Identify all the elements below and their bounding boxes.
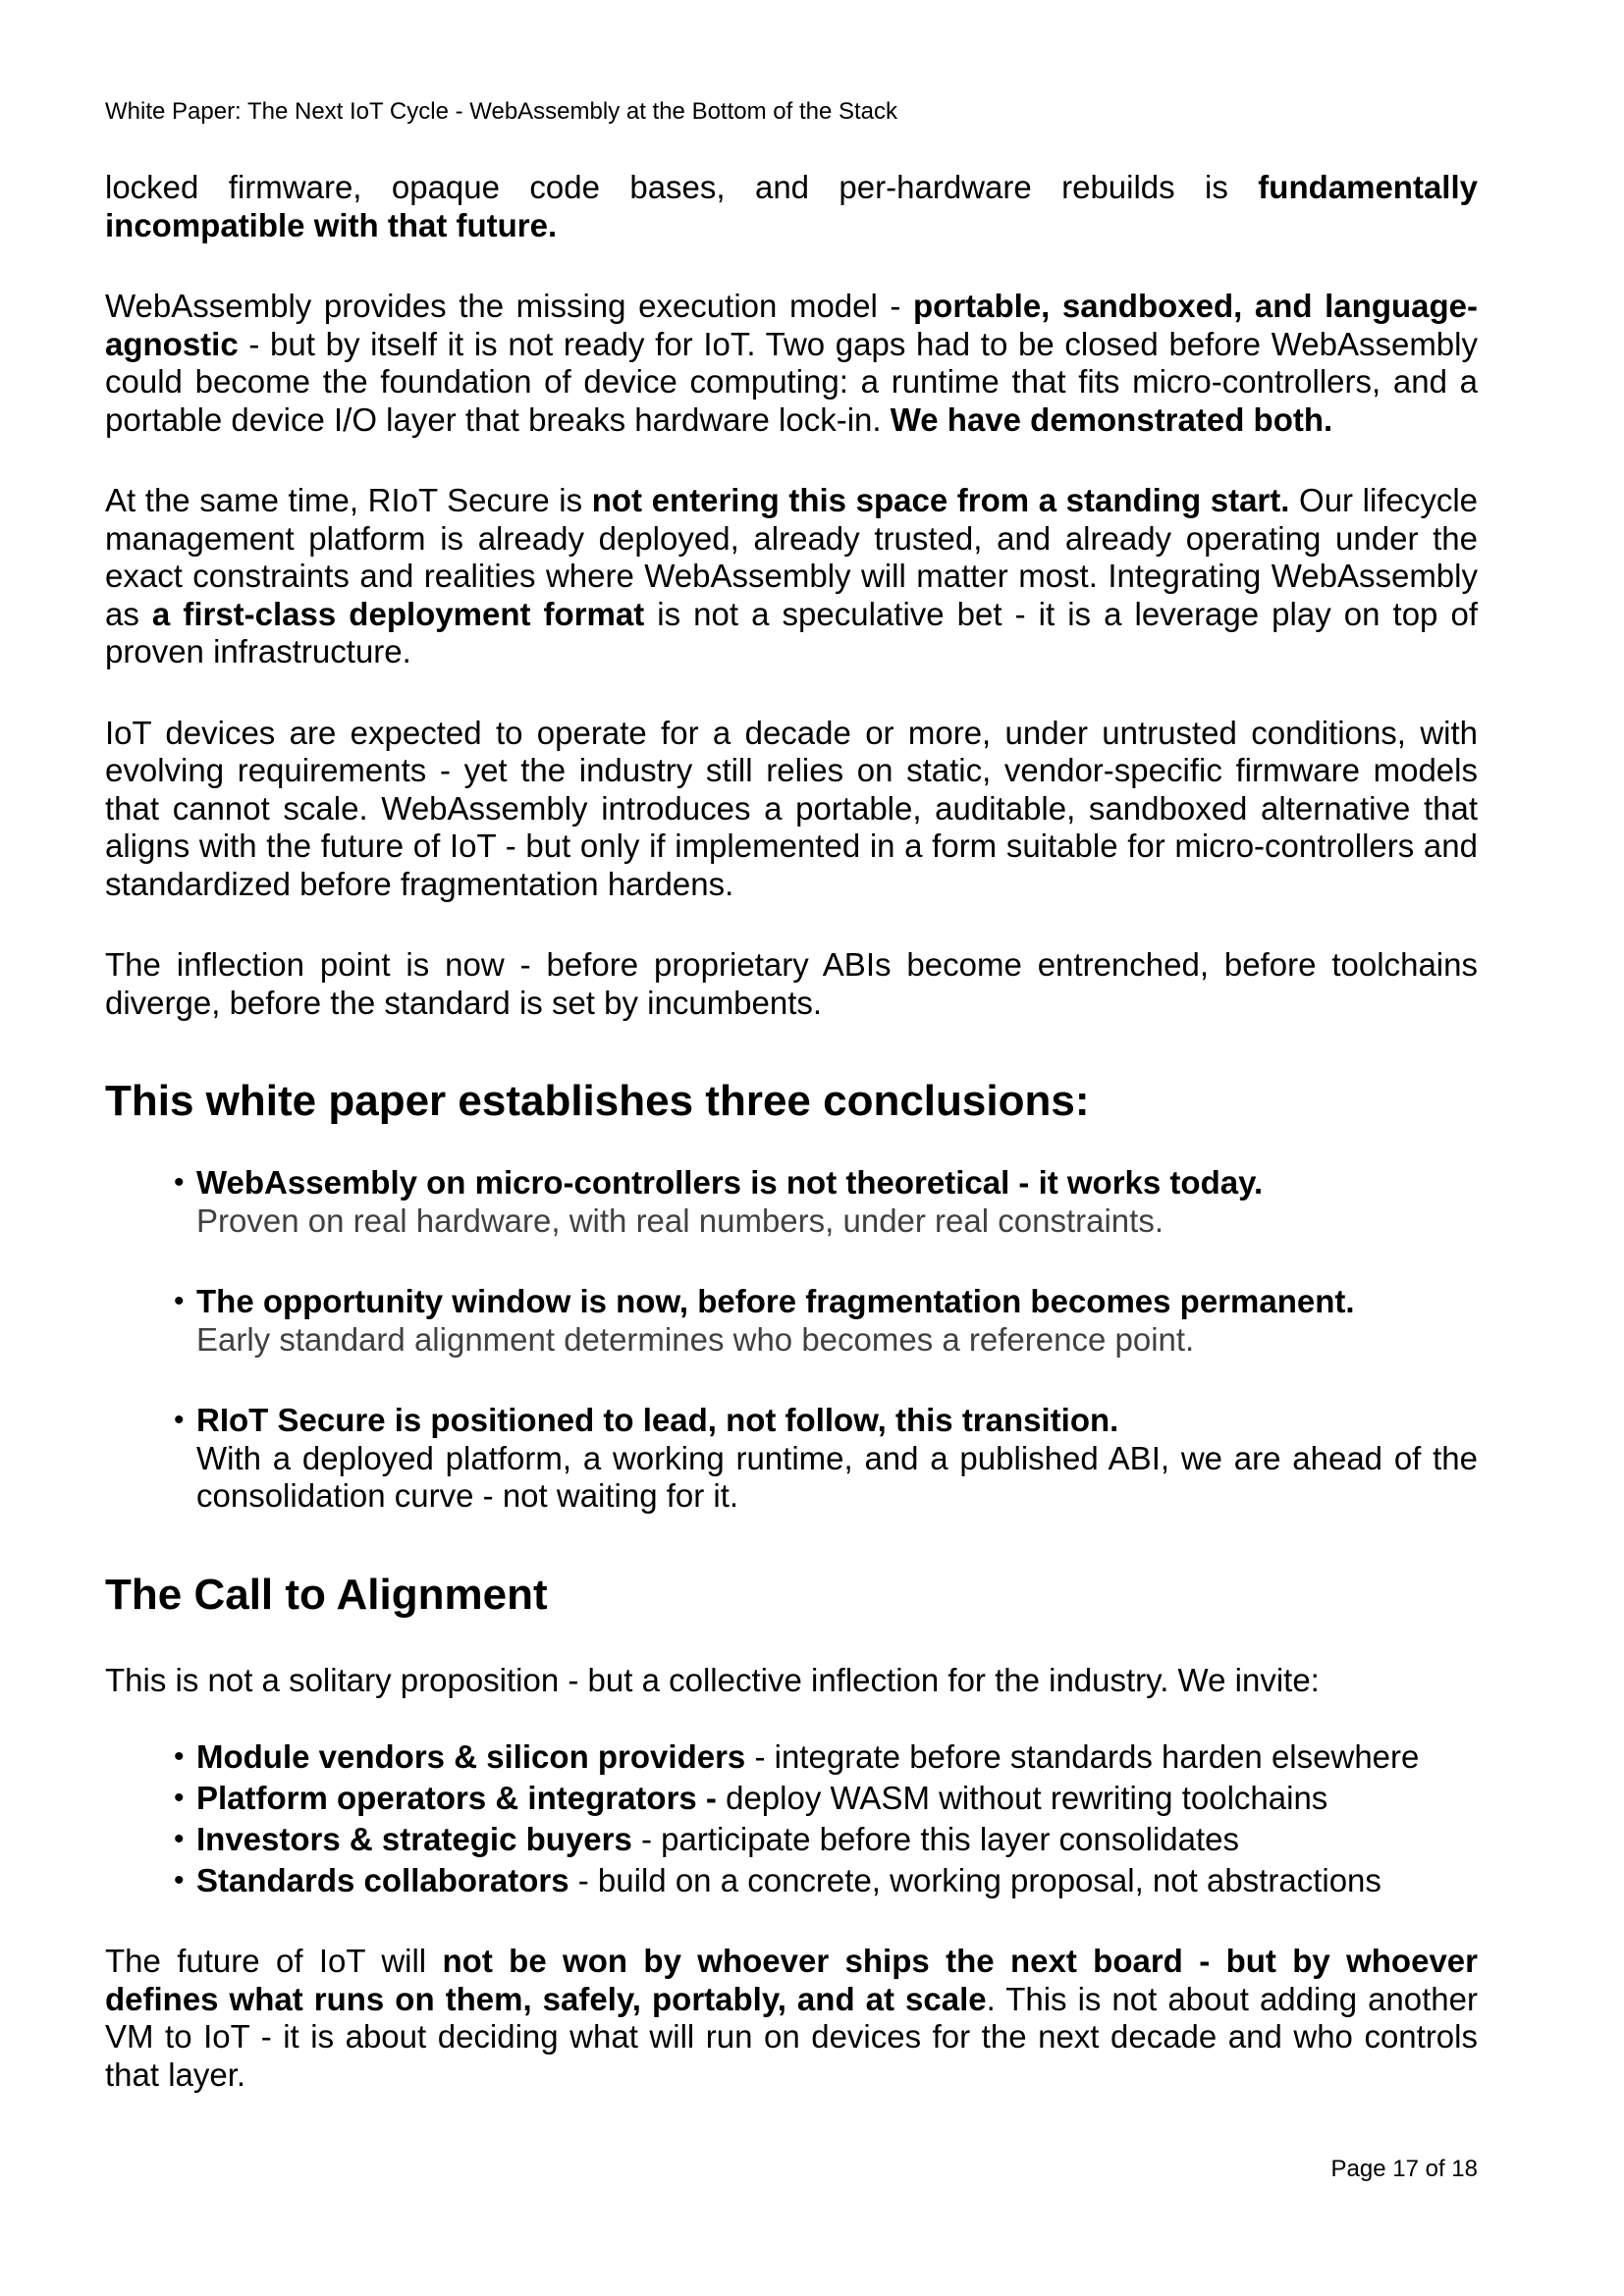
conclusion-title: • WebAssembly on micro-controllers is not theoretical - it works today. bbox=[196, 1164, 1264, 1201]
paragraph-collective-inflection: This is not a solitary proposition - but a collective inflection for the industry. We invite: bbox=[105, 1661, 1320, 1698]
paragraph-inflection-point: The inflection point is now - before proprietary ABIs become entrenched, before toolchains diverge, before the standard is set by incumbents. bbox=[105, 946, 1478, 1021]
paragraph-locked-firmware: locked firmware, opaque code bases, and per-hardware rebuilds is fundamentally incompatible with that future. bbox=[105, 169, 1478, 243]
invite-item-investors bbox=[105, 1821, 1478, 1858]
invite-rest: - integrate before standards harden elsewhere bbox=[745, 1738, 1420, 1775]
invite-rest: - participate before this layer consolidates bbox=[631, 1821, 1239, 1857]
heading-three-conclusions: This white paper establishes three conclusions: bbox=[105, 1077, 1090, 1125]
conclusion-title: • The opportunity window is now, before fragmentation becomes permanent. bbox=[196, 1283, 1355, 1319]
paragraph-riot-secure-standing-start: At the same time, RIoT Secure is not entering this space from a standing start. Our lifecycle management platform is already deployed, already trusted, and already operating under the exact constraints and realities where WebAssembly will matter most. Integrating WebAssembly as a first-class deployment format is not a speculative bet - it is a leverage play on top of proven infrastructure. bbox=[105, 482, 1478, 669]
conclusion-subtext: With a deployed platform, a working runtime, and a published ABI, we are ahead of the consolidation curve - not waiting for it. bbox=[196, 1439, 1478, 1514]
paragraph-future-of-iot: The future of IoT will not be won by whoever ships the next board - but by whoever defines what runs on them, safely, portably, and at scale. This is not about adding another VM to IoT - it is about deciding what will run on devices for the next decade and who controls that layer. bbox=[105, 1943, 1478, 2093]
invite-lead: Investors & strategic buyers bbox=[196, 1821, 632, 1857]
conclusion-title: • RIoT Secure is positioned to lead, not follow, this transition. bbox=[196, 1402, 1119, 1438]
conclusion-subtext: Proven on real hardware, with real numbers, under real constraints. bbox=[196, 1201, 1164, 1239]
invite-lead: Platform operators & integrators - bbox=[196, 1780, 717, 1816]
invite-item-platform-operators bbox=[105, 1780, 1478, 1817]
conclusion-item-positioned-to-lead bbox=[105, 1402, 1478, 1516]
invite-rest: - build on a concrete, working proposal, not abstractions bbox=[568, 1862, 1381, 1898]
conclusion-item-opportunity-window bbox=[105, 1283, 1478, 1359]
conclusions-list bbox=[105, 1164, 1478, 1516]
invite-item-standards-collaborators bbox=[105, 1862, 1478, 1899]
page-number: Page 17 of 18 bbox=[1330, 2156, 1478, 2182]
invite-item-module-vendors bbox=[105, 1738, 1478, 1776]
paragraph-iot-devices-decade: IoT devices are expected to operate for a decade or more, under untrusted conditions, with evolving requirements - yet the industry still relies on static, vendor-specific firmware models that cannot scale. WebAssembly introduces a portable, auditable, sandboxed alternative that aligns with the future of IoT - but only if implemented in a form suitable for micro-controllers and standardized before fragmentation hardens. bbox=[105, 714, 1478, 902]
conclusion-subtext: Early standard alignment determines who becomes a reference point. bbox=[196, 1320, 1195, 1358]
invite-lead: Module vendors & silicon providers bbox=[196, 1738, 746, 1775]
invite-list bbox=[105, 1738, 1478, 1899]
page-content bbox=[105, 0, 1478, 2094]
running-header: White Paper: The Next IoT Cycle - WebAssembly at the Bottom of the Stack bbox=[105, 98, 898, 125]
heading-call-to-alignment: The Call to Alignment bbox=[105, 1570, 548, 1619]
paragraph-webassembly-execution-model: WebAssembly provides the missing execution model - portable, sandboxed, and language-agnostic - but by itself it is not ready for IoT. Two gaps had to be closed before WebAssembly could become the foundation of device computing: a runtime that fits micro-controllers, and a portable device I/O layer that breaks hardware lock-in. We have demonstrated both. bbox=[105, 288, 1478, 438]
conclusion-item-works-today bbox=[105, 1164, 1478, 1240]
invite-lead: Standards collaborators bbox=[196, 1862, 569, 1898]
invite-rest: deploy WASM without rewriting toolchains bbox=[716, 1780, 1328, 1816]
